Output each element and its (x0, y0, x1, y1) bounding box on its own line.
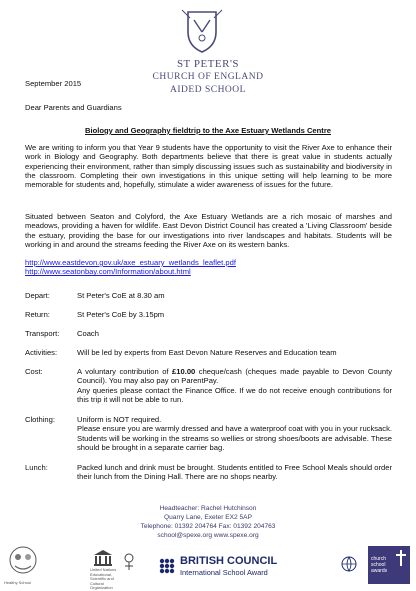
cost-queries: Any queries please contact the Finance Office. If we do not receive enough contributions for this trip it will not be able to run. (77, 385, 392, 404)
church-school-awards-label: church school awards (371, 556, 388, 574)
globe-award-icon (340, 553, 358, 577)
detail-value: St Peter's CoE by 3.15pm (77, 310, 165, 319)
unesco-associated-schools-icon (122, 552, 136, 572)
british-council-logo (158, 555, 334, 581)
healthy-school-label: Healthy School (4, 580, 31, 585)
detail-value (77, 415, 392, 452)
church-school-awards-logo (368, 546, 410, 584)
detail-label: Depart: (25, 291, 50, 300)
detail-value (77, 367, 392, 404)
detail-value: Coach (77, 329, 99, 338)
detail-label: Clothing: (25, 415, 55, 424)
detail-label: Cost: (25, 367, 43, 376)
detail-value: Packed lunch and drink must be brought. Students entitled to Free School Meals should order their lunch from the Dining Hall. There are no shops nearby. (77, 463, 392, 482)
paragraph-intro: We are writing to inform you that Year 9 students have the opportunity to visit the River Axe to enhance their work in Biology and Geography. Both departments believe that there is great value in students actually experiencing their environment, rather than simply discussing issues such as sustainability and biodiversity in the classroom. Completing their own investigations in this unique setting will help learning to be more memorable for students and, hopefully, stimulate a wider awareness of issues for the future. (25, 143, 392, 190)
letter-greeting: Dear Parents and Guardians (25, 103, 122, 112)
links-block (25, 258, 392, 277)
detail-label: Lunch: (25, 463, 48, 472)
british-council-dots-icon (158, 557, 176, 575)
link-eastdevon-leaflet[interactable]: http://www.eastdevon.gov.uk/axe_estuary_wetlands_leaflet.pdf (25, 258, 236, 267)
footer-email: school@spexe.org www.spexe.org (157, 532, 259, 539)
school-name-line1: ST PETER'S (176, 58, 240, 70)
unesco-temple-icon (92, 549, 114, 567)
footer-phone: Telephone: 01392 204764 Fax: 01392 204763 (140, 523, 276, 530)
school-name-line3: AIDED SCHOOL (170, 85, 246, 95)
school-crest-icon (170, 6, 234, 54)
cost-text-pre: A voluntary contribution of (77, 367, 173, 376)
british-council-title: BRITISH COUNCIL (180, 555, 278, 567)
letter-date: September 2015 (25, 79, 82, 88)
footer-headteacher: Headteacher: Rachel Hutchinson (159, 505, 257, 512)
detail-label: Activities: (25, 348, 58, 357)
healthy-school-logo-icon (6, 544, 40, 582)
unesco-label: United Nations Educational, Scientific and Cultural Organization (90, 567, 117, 590)
detail-value: Will be led by experts from East Devon Nature Reserves and Education team (77, 348, 337, 357)
cost-text-post: cheque/cash (cheques made payable to Devon County Council). You may also pay on ParentPay. (77, 367, 392, 386)
school-name-line2: CHURCH OF ENGLAND (152, 72, 264, 82)
british-council-subtitle: International School Award (180, 568, 268, 577)
paragraph-location: Situated between Seaton and Colyford, the Axe Estuary Wetlands are a rich mosaic of marshes and meadows, providing a haven for wildlife. East Devon District Council has created a 'Living Classroom' beside the estuary, providing the base for our investigations into river landscapes and habitats. Students will be working in and around the streams feeding the River Axe on its western banks. (25, 212, 392, 249)
clothing-uniform: Uniform is NOT required. (77, 415, 162, 424)
detail-value: St Peter's CoE at 8.30 am (77, 291, 165, 300)
clothing-advice: Please ensure you are warmly dressed and have a waterproof coat with you in your rucksack. Students will be working in the streams so wellies or strong shoes/boots are advisable. These should be brought in a separate carrier bag. (77, 424, 392, 452)
letter-title: Biology and Geography fieldtrip to the Axe Estuary Wetlands Centre (85, 126, 331, 135)
footer-address: Quarry Lane, Exeter EX2 5AP (164, 514, 252, 521)
cost-amount: £10.00 (172, 367, 196, 376)
detail-label: Transport: (25, 329, 60, 338)
detail-label: Return: (25, 310, 50, 319)
link-seatonbay[interactable]: http://www.seatonbay.com/Information/about.html (25, 267, 191, 277)
